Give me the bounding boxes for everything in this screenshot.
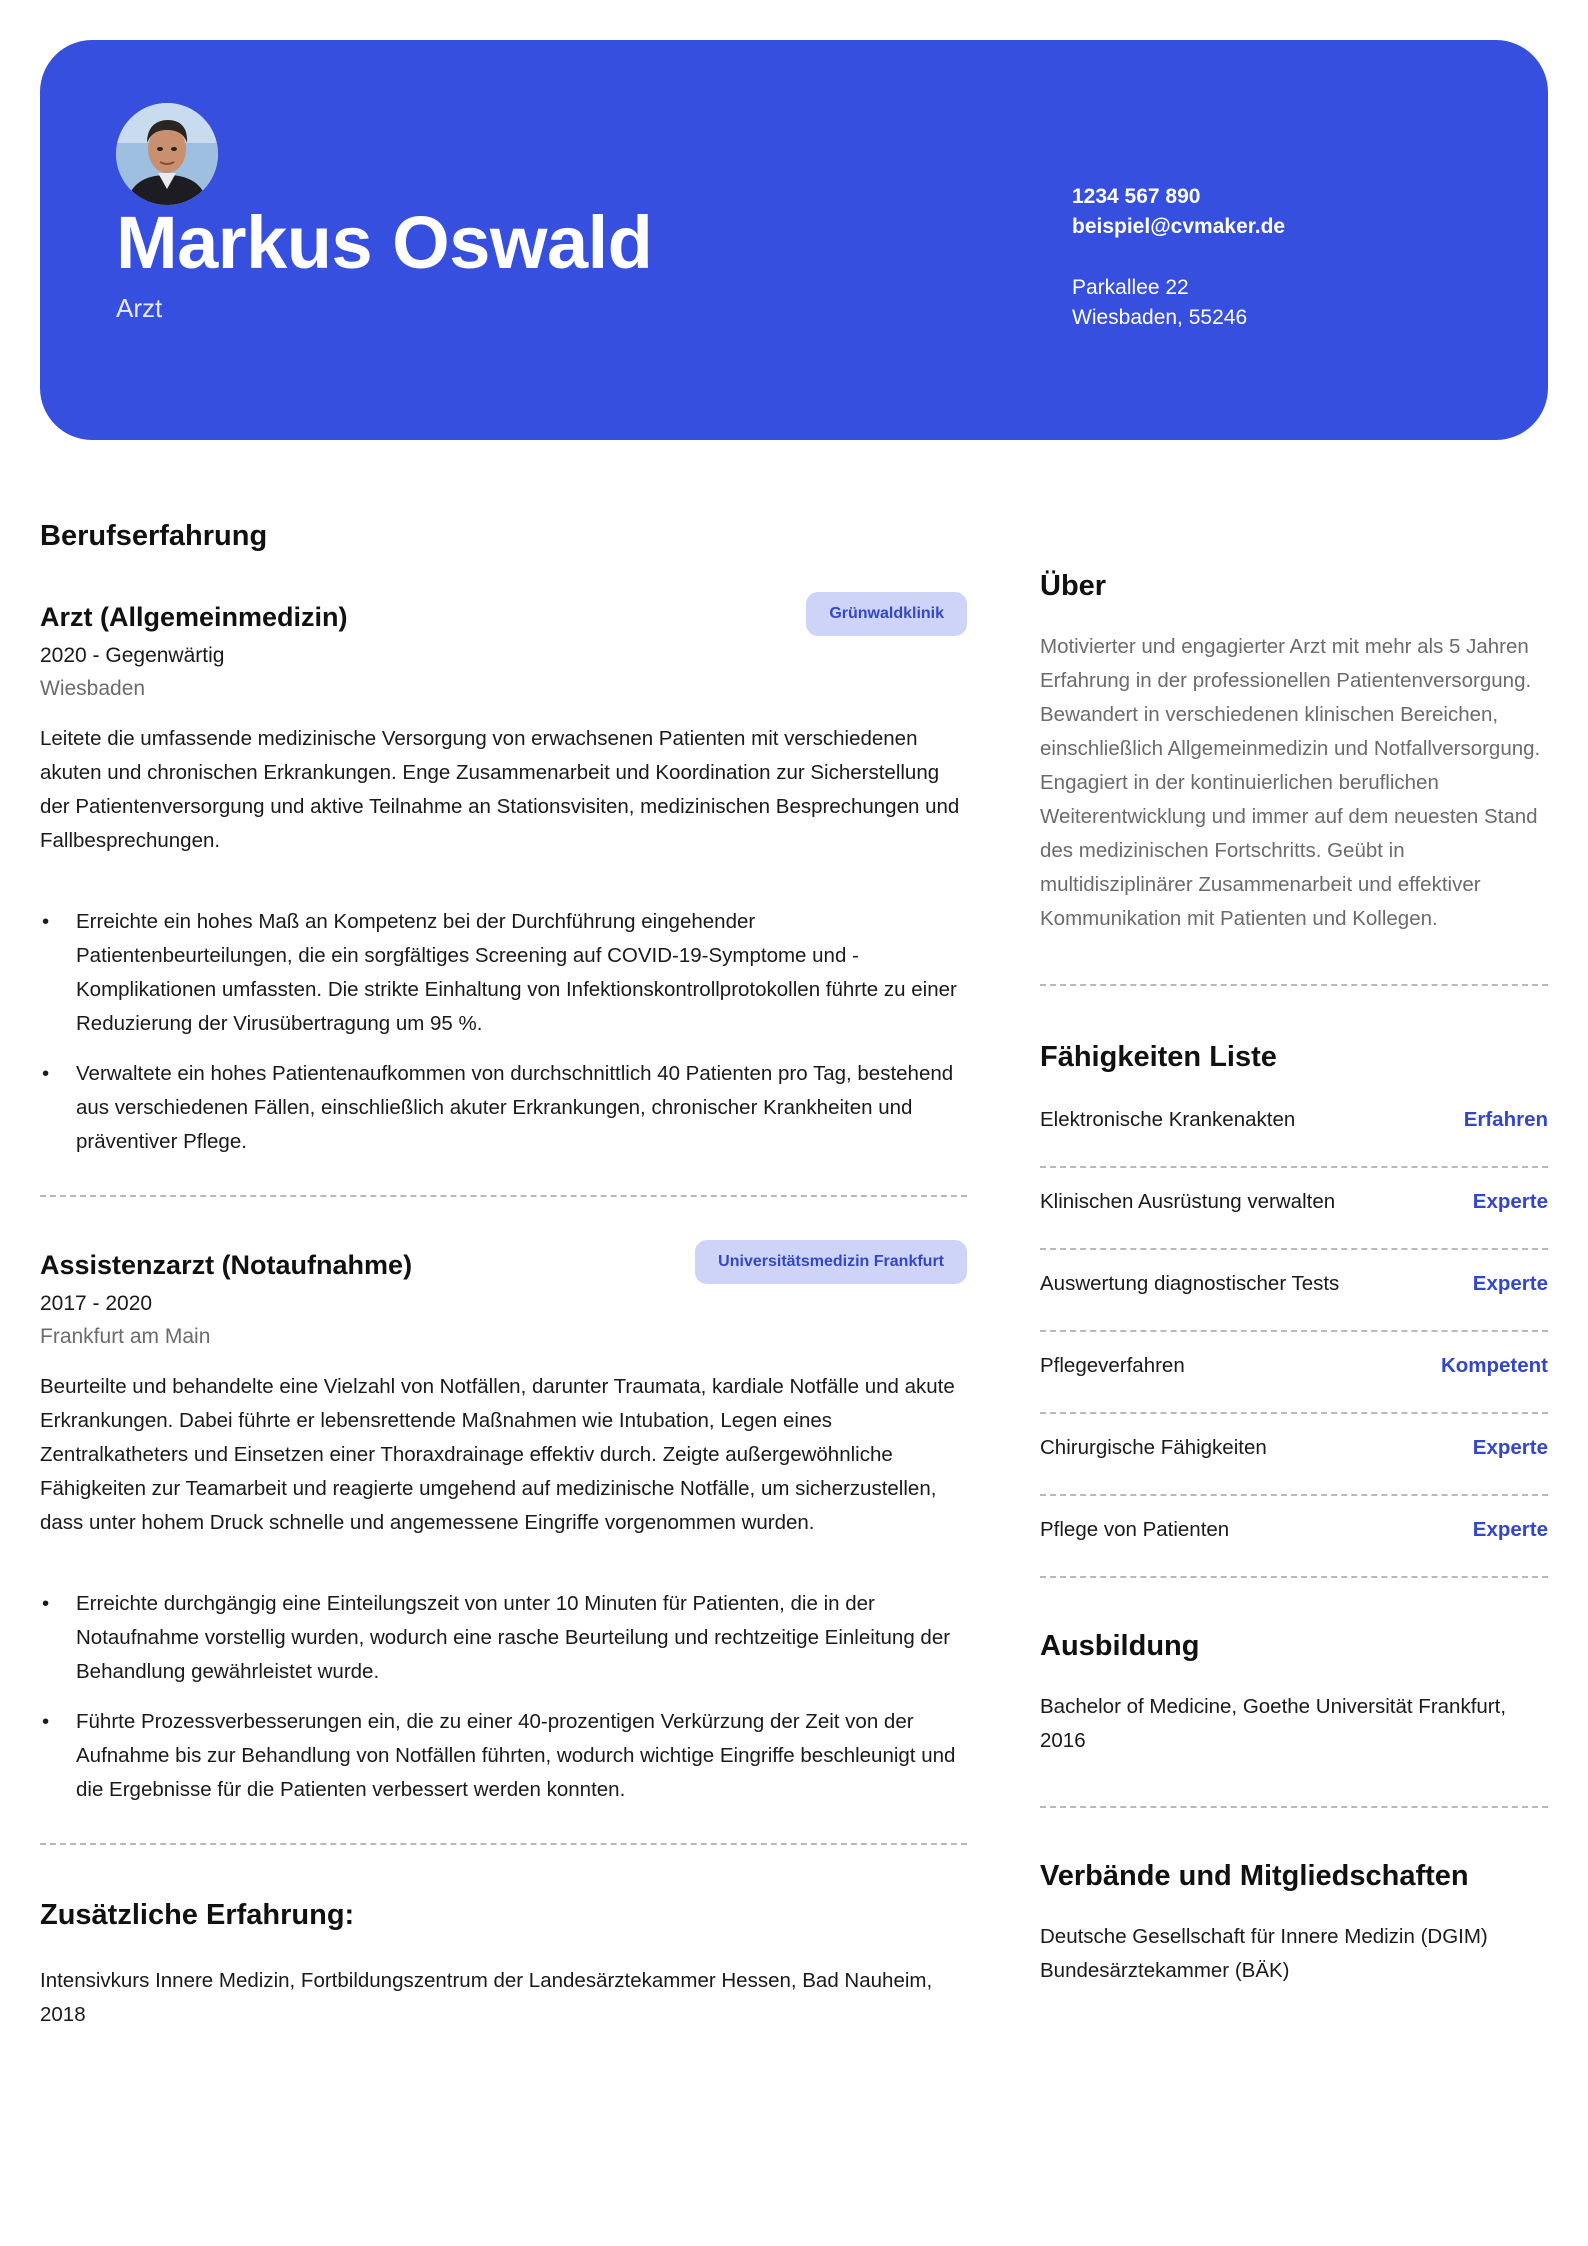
education-text: Bachelor of Medicine, Goethe Universität Frankfurt, 2016 xyxy=(1040,1695,1507,1752)
divider xyxy=(40,1195,967,1197)
skills-list xyxy=(1040,1086,1548,1578)
job-description: Leitete die umfassende medizinische Versorgung von erwachsenen Patienten mit verschiedenen akuten und chronischen Erkrankungen. Enge Zusammenarbeit und Koordination zur Sicherstellung der Patientenversorgung und aktive Teilnahme an Stationsvisiten, medizinischen Besprechungen und Fallbesprechungen. xyxy=(40,727,960,852)
portrait-photo-icon xyxy=(116,103,218,205)
list-item: • Erreichte durchgängig eine Einteilungszeit von unter 10 Minuten für Patienten, die in der Notaufnahme vorstellig wurden, wodurch eine rasche Beurteilung und rechtzeitige Einleitung der Behandlung gewährleistet wurde. xyxy=(42,1592,951,1683)
additional-text: Intensivkurs Innere Medizin, Fortbildungszentrum der Landesärztekammer Hessen, Bad Nauheim, 2018 xyxy=(40,1969,933,2026)
main-column xyxy=(40,520,967,2032)
membership-item: Deutsche Gesellschaft für Innere Medizin (DGIM) xyxy=(1040,1925,1488,1948)
employer-badge: Grünwaldklinik xyxy=(806,592,967,636)
skill-name: Pflegeverfahren xyxy=(1040,1354,1185,1377)
skill-level: Kompetent xyxy=(1440,1354,1548,1377)
divider xyxy=(1040,984,1548,986)
job-achievements xyxy=(40,905,967,1159)
section-title-memberships: Verbände und Mitgliedschaften xyxy=(1040,1860,1469,1892)
skill-level: Experte xyxy=(1472,1436,1548,1459)
job-entry xyxy=(40,1250,967,1807)
address-street: Parkallee 22 xyxy=(1072,276,1189,299)
skill-name: Klinischen Ausrüstung verwalten xyxy=(1040,1190,1336,1213)
contact-block xyxy=(1072,182,1285,333)
candidate-role: Arzt xyxy=(116,293,163,323)
list-item: • Führte Prozessverbesserungen ein, die zu einer 40-prozentigen Verkürzung der Zeit von der Aufnahme bis zur Behandlung von Notfällen führten, wodurch wichtige Eingriffe beschleunigt und die Ergebnisse für die Patienten verbessert werden konnten. xyxy=(42,1710,956,1801)
skill-row xyxy=(1040,1332,1548,1414)
avatar xyxy=(116,103,218,205)
job-entry xyxy=(40,602,967,1159)
skill-level: Experte xyxy=(1472,1272,1548,1295)
skill-level: Experte xyxy=(1472,1518,1548,1541)
email: beispiel@cvmaker.de xyxy=(1072,215,1286,238)
job-title: Arzt (Allgemeinmedizin) xyxy=(40,602,348,632)
skill-level: Experte xyxy=(1472,1190,1548,1213)
list-item: • Erreichte ein hohes Maß an Kompetenz bei der Durchführung eingehender Patientenbeurteilungen, die ein sorgfältiges Screening auf COVID-19-Symptome und -Komplikationen umfassten. Die strikte Einhaltung von Infektionskontrollprotokollen führte zu einer Reduzierung der Virusübertragung um 95 %. xyxy=(42,910,957,1035)
job-achievements xyxy=(40,1587,967,1807)
job-location: Frankfurt am Main xyxy=(40,1325,211,1348)
section-title-about: Über xyxy=(1040,570,1107,602)
candidate-name: Markus Oswald xyxy=(116,201,653,284)
employer-badge: Universitätsmedizin Frankfurt xyxy=(695,1240,967,1284)
sidebar-column xyxy=(1040,570,1548,1988)
skill-row xyxy=(1040,1168,1548,1250)
skill-row xyxy=(1040,1414,1548,1496)
section-title-additional: Zusätzliche Erfahrung: xyxy=(40,1899,355,1931)
skill-level: Erfahren xyxy=(1463,1108,1548,1131)
address-city: Wiesbaden, 55246 xyxy=(1072,306,1248,329)
job-dates: 2020 - Gegenwärtig xyxy=(40,644,225,667)
about-text: Motivierter und engagierter Arzt mit mehr als 5 Jahren Erfahrung in der professionellen Patientenversorgung. Bewandert in verschiedenen klinischen Bereichen, einschließlich Allgemeinmedizin und Notfallversorgung. Engagiert in der kontinuierlichen beruflichen Weiterentwicklung und immer auf dem neuesten Stand des medizinischen Fortschritts. Geübt in multidisziplinärer Zusammenarbeit und effektiver Kommunikation mit Patienten und Kollegen. xyxy=(1040,635,1541,930)
job-title: Assistenzarzt (Notaufnahme) xyxy=(40,1250,413,1280)
skill-name: Auswertung diagnostischer Tests xyxy=(1040,1272,1340,1295)
phone: 1234 567 890 xyxy=(1072,185,1201,208)
job-location: Wiesbaden xyxy=(40,677,146,700)
job-dates: 2017 - 2020 xyxy=(40,1292,153,1315)
section-title-education: Ausbildung xyxy=(1040,1630,1200,1662)
divider xyxy=(40,1843,967,1845)
section-title-experience: Berufserfahrung xyxy=(40,520,268,552)
skill-name: Pflege von Patienten xyxy=(1040,1518,1230,1541)
skill-row xyxy=(1040,1496,1548,1578)
membership-item: Bundesärztekammer (BÄK) xyxy=(1040,1959,1290,1982)
header-banner xyxy=(40,40,1548,440)
memberships-list xyxy=(1040,1920,1548,1988)
skill-row xyxy=(1040,1250,1548,1332)
skill-name: Chirurgische Fähigkeiten xyxy=(1040,1436,1267,1459)
section-title-skills: Fähigkeiten Liste xyxy=(1040,1041,1277,1073)
skill-row xyxy=(1040,1086,1548,1168)
divider xyxy=(1040,1806,1548,1808)
job-description: Beurteilte und behandelte eine Vielzahl von Notfällen, darunter Traumata, kardiale Notfälle und akute Erkrankungen. Dabei führte er lebensrettende Maßnahmen wie Intubation, Legen eines Zentralkatheters und Einsetzen einer Thoraxdrainage effektiv durch. Zeigte außergewöhnliche Fähigkeiten zur Teamarbeit und reagierte umgehend auf medizinische Notfälle, um sicherzustellen, dass unter hohem Druck schnelle und angemessene Eingriffe vorgenommen wurden. xyxy=(40,1375,955,1534)
list-item: • Verwaltete ein hohes Patientenaufkommen von durchschnittlich 40 Patienten pro Tag, bestehend aus verschiedenen Fällen, einschließlich akuter Erkrankungen, chronischer Krankheiten und präventiver Pflege. xyxy=(42,1062,954,1153)
skill-name: Elektronische Krankenakten xyxy=(1040,1108,1296,1131)
